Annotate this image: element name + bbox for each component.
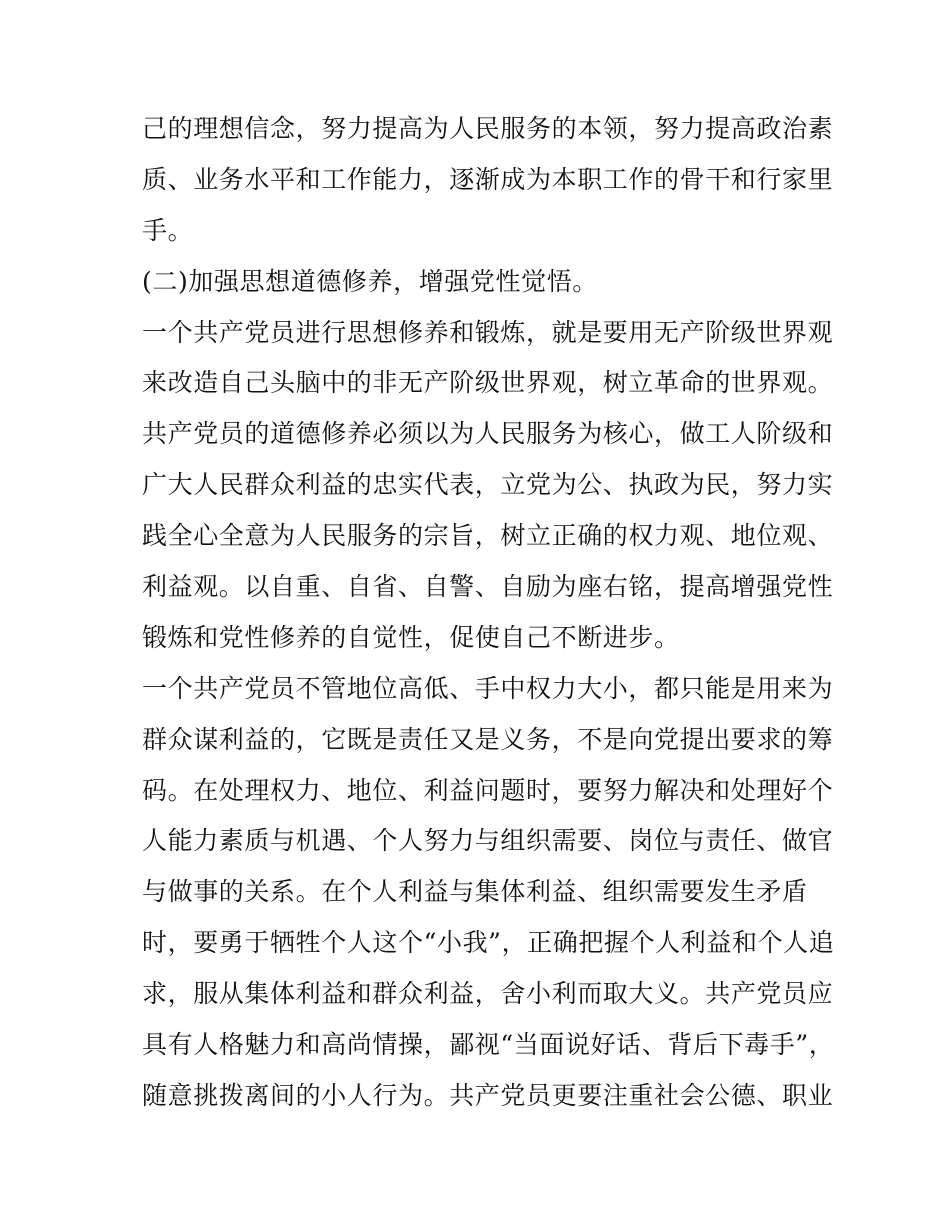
text-line: 具有人格魅力和高尚情操，鄙视“当面说好话、背后下毒手”，: [142, 1030, 835, 1060]
text-line: 群众谋利益的，它既是责任又是义务，不是向党提出要求的筹: [142, 724, 834, 754]
text-line: 手。: [142, 215, 194, 245]
text-line: 一个共产党员不管地位高低、手中权力大小，都只能是用来为: [142, 673, 834, 703]
text-line: 人能力素质与机遇、个人努力与组织需要、岗位与责任、做官: [142, 826, 834, 856]
text-line: 随意挑拨离间的小人行为。共产党员更要注重社会公德、职业: [142, 1080, 834, 1110]
text-line: 时，要勇于牺牲个人这个“小我”，正确把握个人利益和个人追: [142, 928, 835, 958]
body-text: [142, 104, 835, 1122]
text-line: 求，服从集体利益和群众利益，舍小利而取大义。共产党员应: [142, 979, 834, 1009]
text-line: 践全心全意为人民服务的宗旨，树立正确的权力观、地位观、: [142, 521, 834, 551]
text-line: 锻炼和党性修养的自觉性，促使自己不断进步。: [142, 622, 680, 652]
text-line: 来改造自己头脑中的非无产阶级世界观，树立革命的世界观。: [142, 368, 834, 398]
text-line: 与做事的关系。在个人利益与集体利益、组织需要发生矛盾: [142, 877, 808, 907]
section-heading: (二)加强思想道德修养，增强党性觉悟。: [142, 266, 598, 296]
text-line: 己的理想信念，努力提高为人民服务的本领，努力提高政治素: [142, 114, 834, 143]
text-line: 质、业务水平和工作能力，逐渐成为本职工作的骨干和行家里: [142, 164, 834, 194]
text-line: 码。在处理权力、地位、利益问题时，要努力解决和处理好个: [142, 775, 834, 805]
text-line: 利益观。以自重、自省、自警、自励为座右铭，提高增强党性: [142, 572, 834, 602]
text-line: 一个共产党员进行思想修养和锻炼，就是要用无产阶级世界观: [142, 317, 834, 347]
text-line: 共产党员的道德修养必须以为人民服务为核心，做工人阶级和: [142, 419, 834, 449]
text-line: 广大人民群众利益的忠实代表，立党为公、执政为民，努力实: [142, 470, 834, 500]
